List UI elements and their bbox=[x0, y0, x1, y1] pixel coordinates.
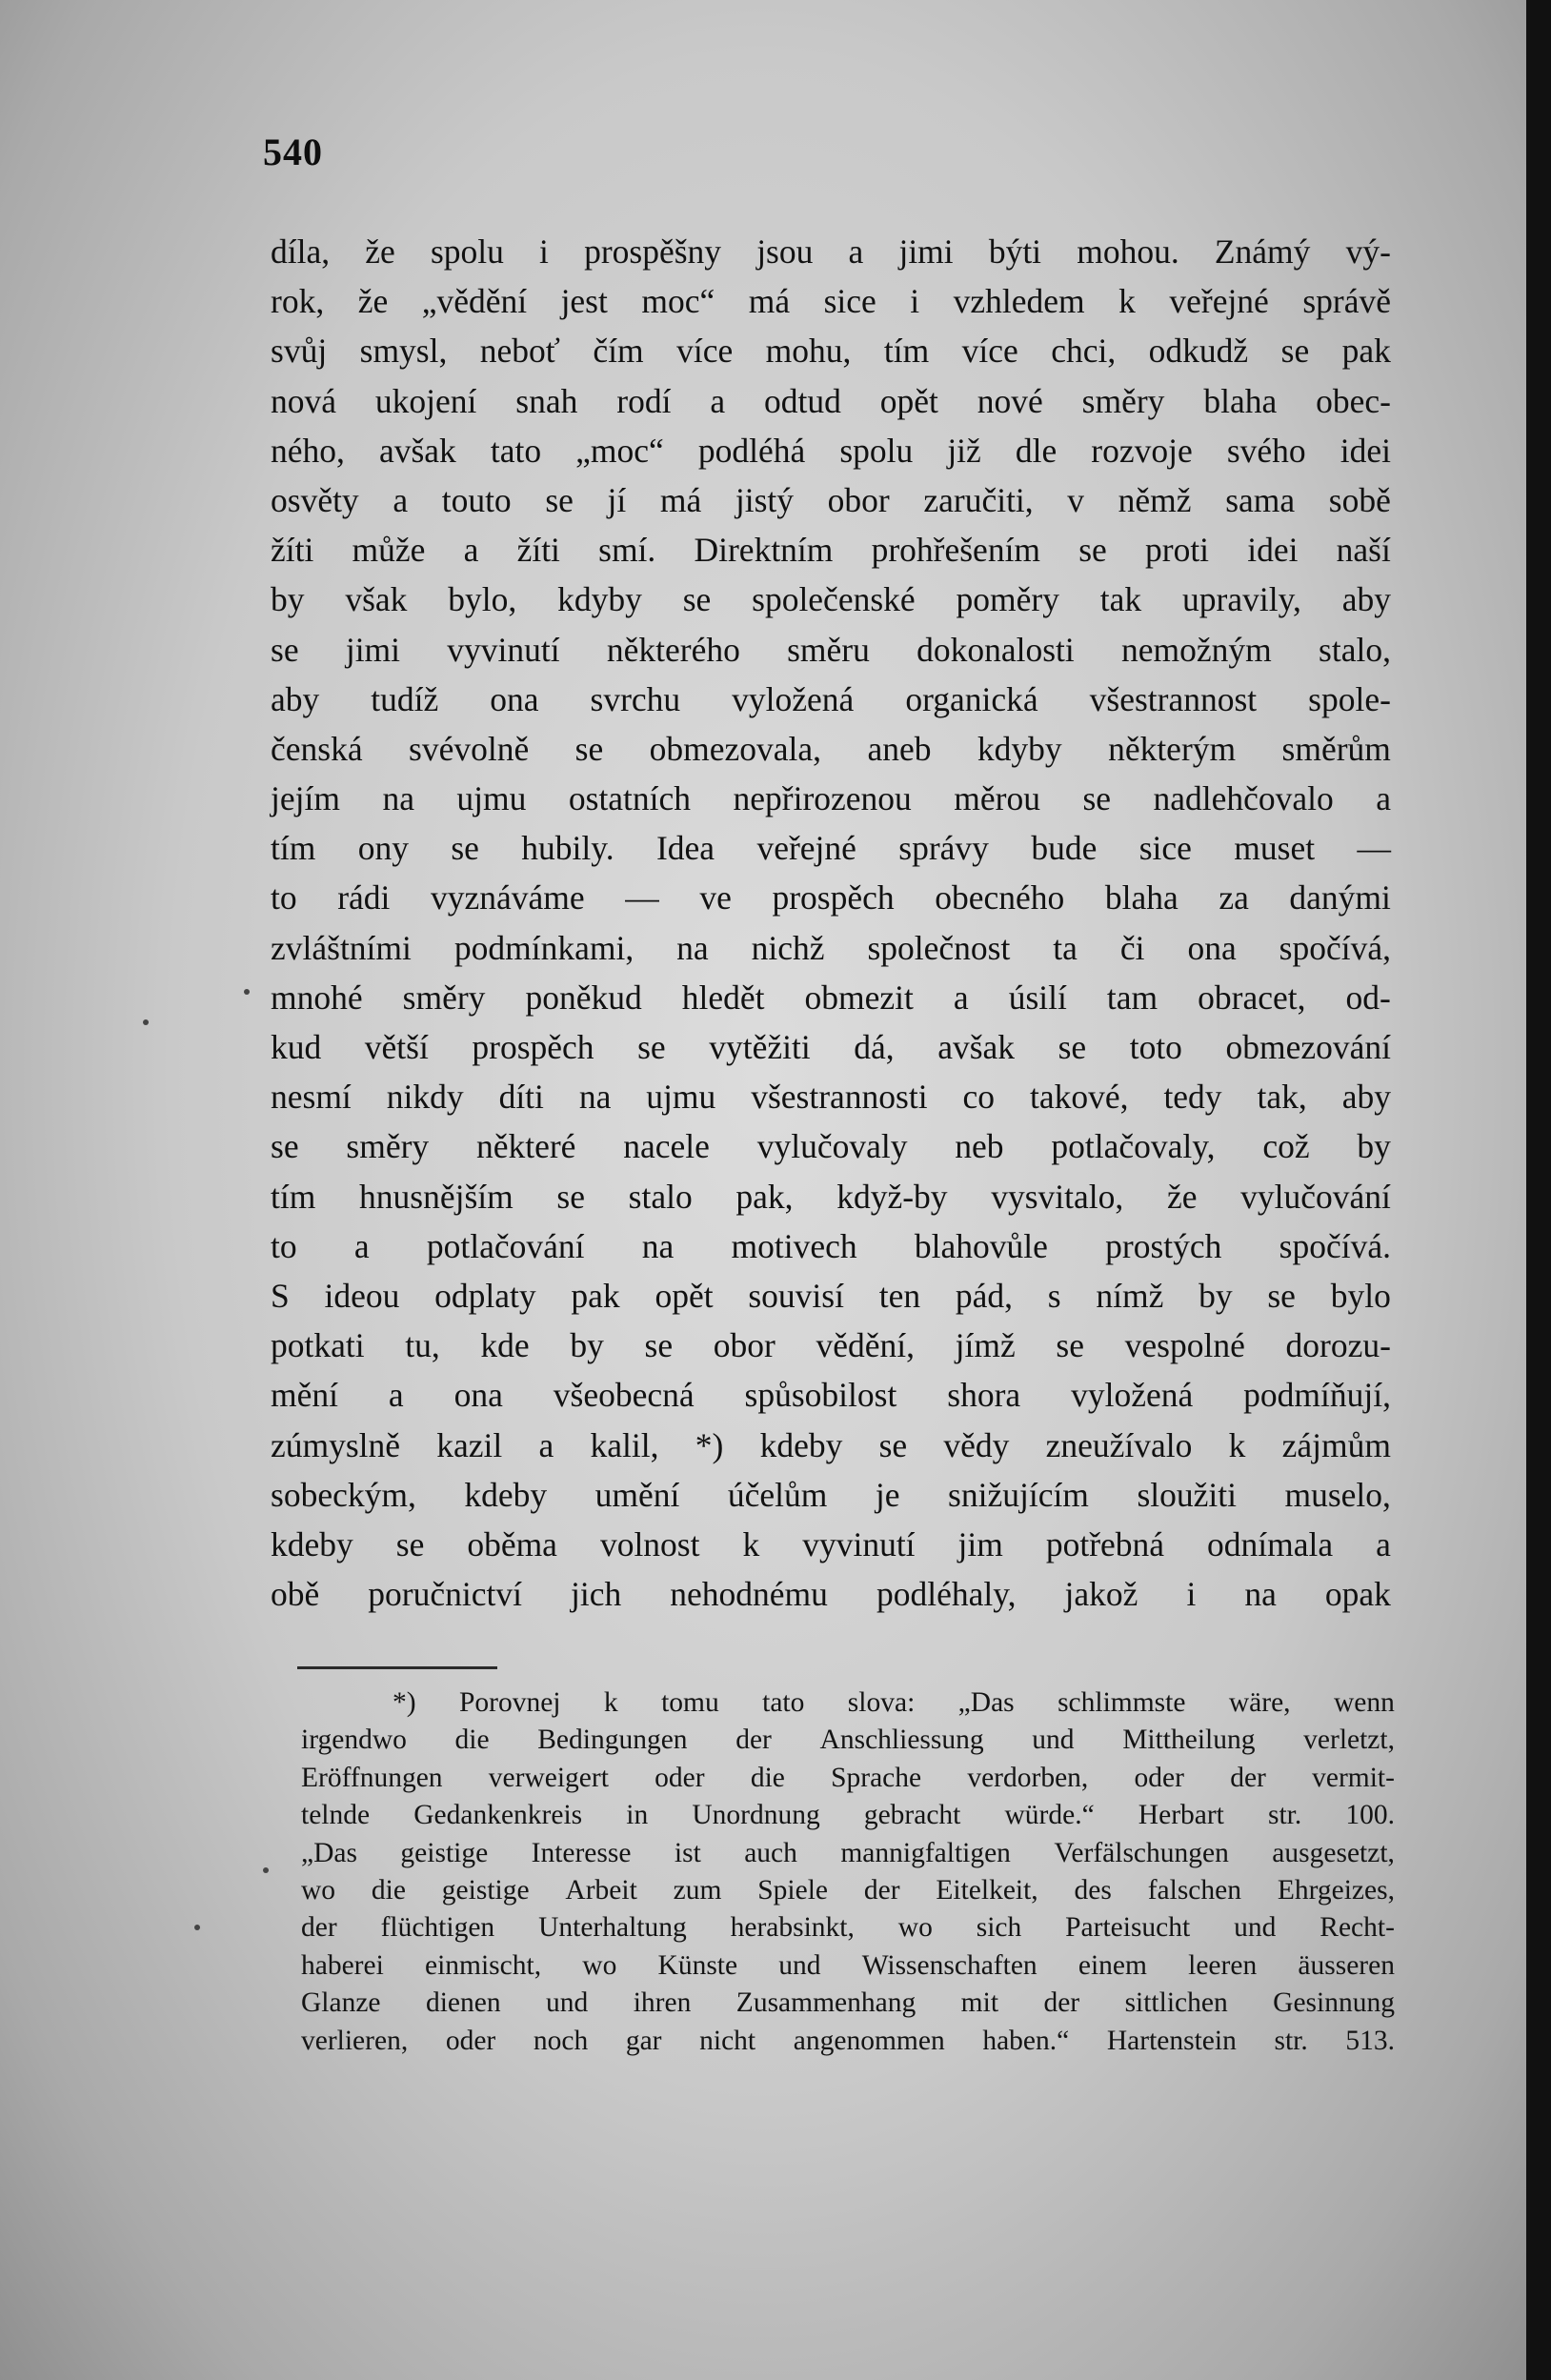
text-line: jejím na ujmu ostatních nepřirozenou měrou se nadlehčovalo a bbox=[271, 779, 1391, 818]
text-line: to a potlačování na motivech blahovůle prostých spočívá. bbox=[271, 1226, 1391, 1265]
text-line: sobeckým, kdeby umění účelům je snižujícím sloužiti muselo, bbox=[271, 1475, 1391, 1514]
text-line: žíti může a žíti smí. Direktním prohřešením se proti idei naší bbox=[271, 531, 1391, 570]
scan-speck bbox=[244, 989, 250, 995]
text-line: S ideou odplaty pak opět souvisí ten pád, s nímž by se bylo bbox=[271, 1276, 1391, 1315]
text-line: zvláštními podmínkami, na nichž společnost ta či ona spočívá, bbox=[271, 928, 1391, 967]
text-line: nová ukojení snah rodí a odtud opět nové směry blaha obec- bbox=[271, 381, 1391, 420]
text-line: potkati tu, kde by se obor vědění, jímž se vespolné dorozu- bbox=[271, 1326, 1391, 1365]
text-line: tím hnusnějším se stalo pak, když-by vysvitalo, že vylučování bbox=[271, 1177, 1391, 1216]
scan-speck bbox=[143, 1019, 149, 1025]
scan-edge bbox=[1526, 0, 1551, 2380]
text-line: rok, že „vědění jest moc“ má sice i vzhledem k veřejné správě bbox=[271, 282, 1391, 321]
text-line: svůj smysl, neboť čím více mohu, tím více chci, odkudž se pak bbox=[271, 332, 1391, 371]
footnote-line: haberei einmischt, wo Künste und Wissenschaften einem leeren äusseren bbox=[301, 1949, 1395, 1981]
footnote-line: „Das geistige Interesse ist auch mannigfaltigen Verfälschungen ausgesetzt, bbox=[301, 1837, 1395, 1868]
text-line: nesmí nikdy díti na ujmu všestrannosti co takové, tedy tak, aby bbox=[271, 1078, 1391, 1117]
footnote-line: verlieren, oder noch gar nicht angenommen haben.“ Hartenstein str. 513. bbox=[301, 2025, 1395, 2056]
footnote-line: der flüchtigen Unterhaltung herabsinkt, wo sich Parteisucht und Recht- bbox=[301, 1912, 1395, 1944]
text-line: kud větší prospěch se vytěžiti dá, avšak se toto obmezování bbox=[271, 1028, 1391, 1066]
footnote-line: Eröffnungen verweigert oder die Sprache verdorben, oder der vermit- bbox=[301, 1762, 1395, 1793]
text-line: mnohé směry poněkud hledět obmezit a úsilí tam obracet, od- bbox=[271, 978, 1391, 1017]
text-line: obě poručnictví jich nehodnému podléhaly, jakož i na opak bbox=[271, 1575, 1391, 1614]
footnote-line: wo die geistige Arbeit zum Spiele der Eitelkeit, des falschen Ehrgeizes, bbox=[301, 1874, 1395, 1906]
main-text bbox=[271, 227, 1391, 1619]
text-line: osvěty a touto se jí má jistý obor zaručiti, v němž sama sobě bbox=[271, 480, 1391, 519]
text-line: aby tudíž ona svrchu vyložená organická všestrannost spole- bbox=[271, 679, 1391, 718]
text-line: díla, že spolu i prospěšny jsou a jimi býti mohou. Známý vý- bbox=[271, 232, 1391, 271]
scan-speck bbox=[263, 1867, 269, 1873]
text-line: ného, avšak tato „moc“ podléhá spolu již dle rozvoje svého idei bbox=[271, 431, 1391, 470]
footnote-line: Glanze dienen und ihren Zusammenhang mit der sittlichen Gesinnung bbox=[301, 1987, 1395, 2019]
text-line: to rádi vyznáváme — ve prospěch obecného blaha za danými bbox=[271, 878, 1391, 918]
text-line: se jimi vyvinutí některého směru dokonalosti nemožným stalo, bbox=[271, 630, 1391, 669]
text-line: se směry některé nacele vylučovaly neb potlačovaly, což by bbox=[271, 1127, 1391, 1166]
text-line: mění a ona všeobecná spůsobilost shora vyložená podmíňují, bbox=[271, 1376, 1391, 1415]
text-line: zúmyslně kazil a kalil, *) kdeby se vědy zneužívalo k zájmům bbox=[271, 1425, 1391, 1464]
text-line: kdeby se oběma volnost k vyvinutí jim potřebná odnímala a bbox=[271, 1524, 1391, 1563]
footnote-line: irgendwo die Bedingungen der Anschliessung und Mittheilung verletzt, bbox=[301, 1724, 1395, 1756]
text-line: tím ony se hubily. Idea veřejné správy bude sice muset — bbox=[271, 829, 1391, 868]
footnote bbox=[301, 1684, 1395, 2060]
footnote-line: *) Porovnej k tomu tato slova: „Das schlimmste wäre, wenn bbox=[393, 1687, 1395, 1718]
page-number: 540 bbox=[263, 131, 323, 173]
footnote-divider bbox=[297, 1666, 497, 1669]
text-line: by však bylo, kdyby se společenské poměry tak upravily, aby bbox=[271, 580, 1391, 619]
text-line: čenská svévolně se obmezovala, aneb kdyby některým směrům bbox=[271, 729, 1391, 768]
footnote-line: telnde Gedankenkreis in Unordnung gebracht würde.“ Herbart str. 100. bbox=[301, 1800, 1395, 1831]
scan-speck bbox=[194, 1925, 200, 1930]
